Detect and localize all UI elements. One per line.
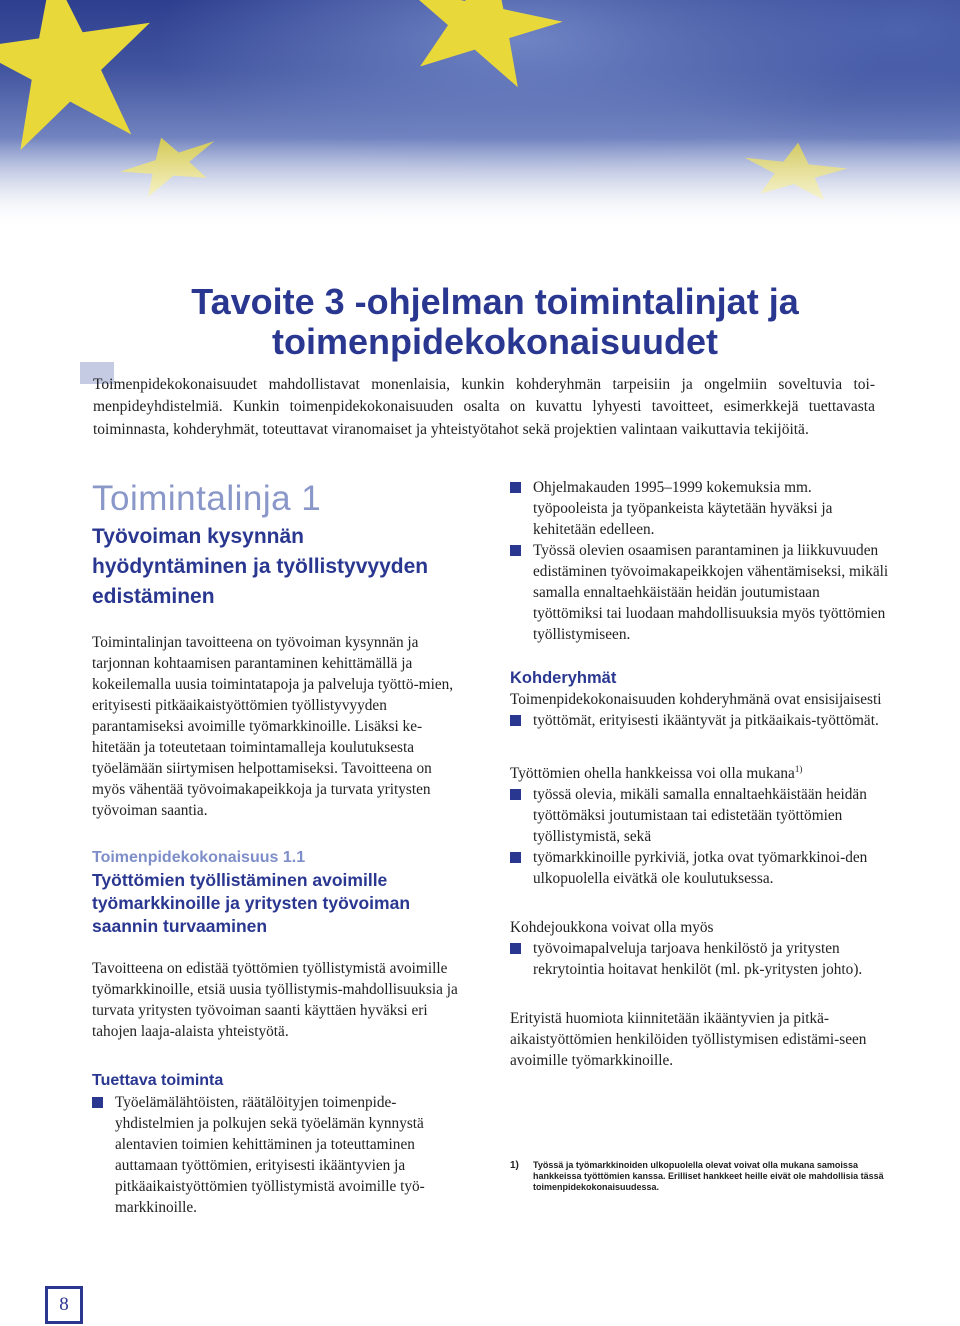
footnote-number: 1): [510, 1160, 519, 1171]
star-icon: [80, 110, 260, 220]
list-item: työttömät, erityisesti ikääntyvät ja pitkäaikais-työttömät.: [510, 710, 890, 731]
list-item: Työelämälähtöisten, räätälöityjen toimenpide-yhdistelmien ja polkujen sekä työelämän kynnystä alentavien toimien kehittäminen ja toteuttaminen auttamaan työttömien, erityisesti ikääntyvien ja pitkäaikaistyöttömien työllistymistä avoimille työ-markkinoille.: [92, 1092, 464, 1218]
footnote-text: Työssä ja työmarkkinoiden ulkopuolella olevat voivat olla mukana samoissa hankkeissa työttömien kanssa. Erilliset hankkeet heille eivät ole mahdollisia tässä toimenpidekokonaisuudessa.: [533, 1160, 884, 1192]
left-column: [92, 478, 464, 1218]
footnote: [510, 1160, 890, 1193]
page-title-line1: Tavoite 3 -ohjelman toimintalinjat ja: [191, 281, 799, 322]
besides-list: [510, 784, 890, 889]
footnote-ref: 1): [794, 764, 803, 774]
intro-paragraph: Toimenpidekokonaisuudet mahdollistavat monenlaisia, kunkin kohderyhmän tarpeisiin ja ongelmiin soveltuvia toi-menpideyhdistelmiä. Kunkin toimenpidekokonaisuuden osalta on kuvattu lyhyesti tavoitteet, esimerkkejä tuettavasta toiminnasta, kohderyhmät, toteuttavat viranomaiset ja yhteistyötahot sekä projektien valintaan vaikuttavia tekijöitä.: [93, 376, 875, 438]
right-column: [510, 477, 890, 1071]
list-item: työvoimapalveluja tarjoava henkilöstö ja yritysten rekrytointia hoitavat henkilöt (ml. pk-yritysten johto).: [510, 938, 890, 980]
bullet-square-icon: [510, 852, 521, 863]
bullet-square-icon: [510, 715, 521, 726]
support-list: [92, 1092, 464, 1218]
target-intro: Toimenpidekokonaisuuden kohderyhmänä ovat ensisijaisesti: [510, 691, 882, 708]
page-title: [130, 282, 860, 362]
list-item: työmarkkinoille pyrkiviä, jotka ovat työmarkkinoi-den ulkopuolella eivätkä ole koulutuksessa.: [510, 847, 890, 889]
list-item: Ohjelmakauden 1995–1999 kokemuksia mm. työpooleista ja työpankeista käytetään hyväksi ja kehitetään edelleen.: [510, 477, 890, 540]
closing-paragraph: Erityistä huomiota kiinnitetään ikääntyvien ja pitkä-aikaistyöttömien henkilöiden työllistymisen edistämi-seen avoimille työmarkkinoille.: [510, 1010, 867, 1069]
group-intro: Kohdejoukkona voivat olla myös: [510, 919, 714, 936]
bullet-square-icon: [510, 482, 521, 493]
star-icon: [385, 0, 575, 110]
subsection-title: Työttömien työllistäminen avoimille työmarkkinoille ja yritysten työvoiman saannin turvaaminen: [92, 870, 411, 936]
list-item: työssä olevia, mikäli samalla ennaltaehkäistään heidän työttömäksi joutumistaan tai edistetään työttömien työllistymistä, sekä: [510, 784, 890, 847]
measures-list: [510, 477, 890, 645]
section-title: Toimintalinja 1: [92, 479, 322, 518]
besides-intro: Työttömien ohella hankkeissa voi olla mukana$^{1)}$: [510, 764, 803, 782]
target-heading: Kohderyhmät: [510, 669, 617, 687]
target-list: [510, 710, 890, 731]
bullet-square-icon: [510, 789, 521, 800]
star-icon: [700, 115, 890, 228]
bullet-square-icon: [510, 545, 521, 556]
group-list: [510, 938, 890, 980]
page-number: 8: [45, 1286, 83, 1324]
page-title-line2: toimenpidekokonaisuudet: [271, 321, 719, 362]
bullet-square-icon: [92, 1097, 103, 1108]
section-subtitle: Työvoiman kysynnän hyödyntäminen ja työllistyvyyden edistäminen: [92, 525, 429, 608]
section-paragraph: Toimintalinjan tavoitteena on työvoiman kysynnän ja tarjonnan kohtaamisen parantaminen kehittämällä ja kokeilemalla uusia toimintatapoja ja palveluja työttö-mien, erityisesti pitkäaikaistyöttömien työllistyvyyden parantamiseksi avoimille työmarkkinoille. Lisäksi ke-hitetään ja toteutetaan toimintamalleja koulutuksesta työelämään siirtymisen helpottamiseksi. Tavoitteena on myös vähentää työvoimakapeikkoja ja turvata yritysten työvoiman saantia.: [92, 634, 454, 819]
support-heading: Tuettava toiminta: [92, 1072, 224, 1089]
header-banner-image: [0, 0, 960, 228]
subsection-label: Toimenpidekokonaisuus 1.1: [92, 849, 306, 866]
list-item: Työssä olevien osaamisen parantaminen ja liikkuvuuden edistäminen työvoimakapeikkojen vähentämiseksi, mikäli samalla ennaltaehkäistään heidän joutumistaan työttömiksi tai luodaan mahdollisuuksia myös työttömien työllistymiseen.: [510, 540, 890, 645]
star-icon: [0, 0, 170, 165]
bullet-square-icon: [510, 943, 521, 954]
subsection-paragraph: Tavoitteena on edistää työttömien työllistymistä avoimille työmarkkinoille, etsiä uusia työllistymis-mahdollisuuksia ja turvata yritysten työvoiman saanti käyttäen hyväksi eri tahojen laaja-alaista yhteistyötä.: [92, 960, 458, 1040]
